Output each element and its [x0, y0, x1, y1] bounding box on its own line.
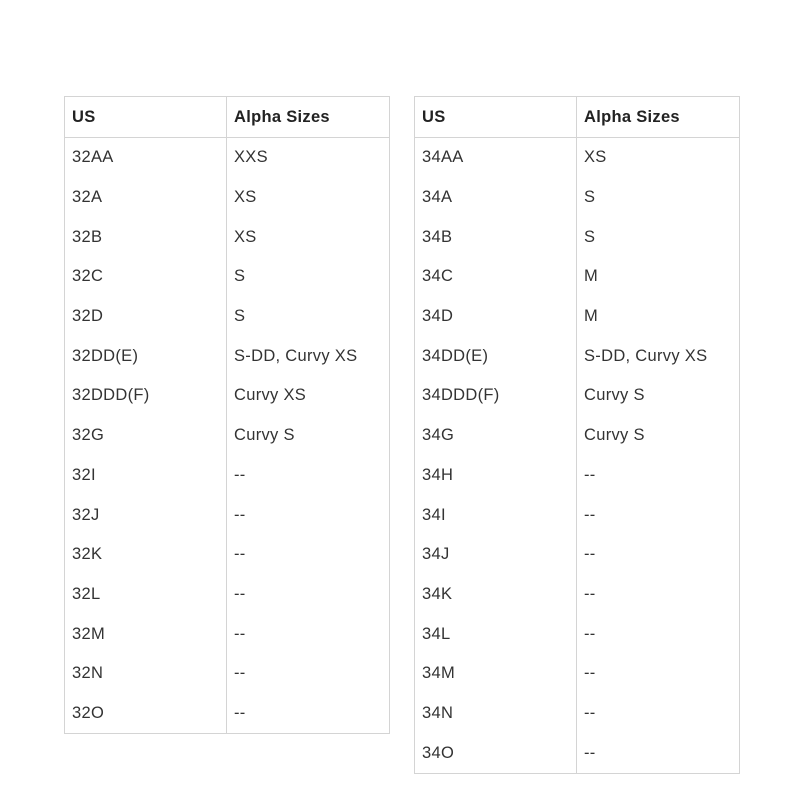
- table-row: [65, 456, 390, 496]
- us-size-cell: 32L: [65, 575, 227, 615]
- alpha-size-cell: S: [584, 188, 596, 207]
- alpha-size-cell: Curvy S: [584, 386, 645, 405]
- table-row: [415, 416, 740, 456]
- us-size-cell: 34O: [415, 733, 577, 773]
- us-size-cell: 32D: [65, 297, 227, 337]
- us-size-cell: 34AA: [415, 138, 577, 178]
- alpha-size-cell: S: [234, 307, 246, 326]
- us-size-cell: 32N: [65, 654, 227, 694]
- table-row: [65, 376, 390, 416]
- size-table-band-34: [414, 96, 740, 774]
- alpha-size-cell: --: [584, 664, 596, 683]
- us-size-cell: 34B: [415, 217, 577, 257]
- table-row: [415, 456, 740, 496]
- us-size-cell: 34DD(E): [415, 336, 577, 376]
- alpha-size-cell: --: [234, 584, 246, 603]
- table-row: [415, 257, 740, 297]
- table-row: [65, 654, 390, 694]
- alpha-size-cell: XS: [234, 188, 257, 207]
- column-header-alpha-sizes: Alpha Sizes: [577, 97, 740, 138]
- table-row: [65, 297, 390, 337]
- column-header-us: US: [65, 97, 227, 138]
- alpha-size-cell: --: [584, 703, 596, 722]
- us-size-cell: 32G: [65, 416, 227, 456]
- table-row: [65, 575, 390, 615]
- header-row: [65, 97, 390, 138]
- us-size-cell: 32DD(E): [65, 336, 227, 376]
- alpha-size-cell: Curvy S: [584, 426, 645, 445]
- alpha-size-cell: XS: [234, 227, 257, 246]
- alpha-size-cell: S: [234, 267, 246, 286]
- table-row: [415, 138, 740, 178]
- table-row: [65, 535, 390, 575]
- table-row: [65, 694, 390, 734]
- alpha-size-cell: XS: [584, 148, 607, 167]
- us-size-cell: 32C: [65, 257, 227, 297]
- alpha-size-cell: S-DD, Curvy XS: [584, 346, 708, 365]
- alpha-size-cell: --: [584, 505, 596, 524]
- table-row: [415, 575, 740, 615]
- table-row: [65, 416, 390, 456]
- alpha-size-cell: --: [584, 465, 596, 484]
- table-row: [415, 535, 740, 575]
- us-size-cell: 32J: [65, 495, 227, 535]
- table-body: [415, 138, 740, 774]
- table-body: [65, 138, 390, 734]
- size-table-band-32: [64, 96, 390, 734]
- us-size-cell: 34M: [415, 654, 577, 694]
- alpha-size-cell: S: [584, 227, 596, 246]
- us-size-cell: 32B: [65, 217, 227, 257]
- us-size-cell: 32O: [65, 694, 227, 734]
- us-size-cell: 34I: [415, 495, 577, 535]
- us-size-cell: 34K: [415, 575, 577, 615]
- us-size-cell: 32I: [65, 456, 227, 496]
- alpha-size-cell: Curvy S: [234, 426, 295, 445]
- table-row: [415, 297, 740, 337]
- alpha-size-cell: --: [234, 505, 246, 524]
- alpha-size-cell: XXS: [234, 148, 268, 167]
- table-row: [65, 614, 390, 654]
- table-row: [415, 654, 740, 694]
- table-row: [65, 257, 390, 297]
- table-header: [65, 97, 390, 138]
- alpha-size-cell: --: [234, 465, 246, 484]
- us-size-cell: 34A: [415, 178, 577, 218]
- table-row: [415, 694, 740, 734]
- table-row: [415, 495, 740, 535]
- us-size-cell: 34G: [415, 416, 577, 456]
- alpha-size-cell: --: [584, 624, 596, 643]
- us-size-cell: 32M: [65, 614, 227, 654]
- us-size-cell: 32A: [65, 178, 227, 218]
- header-row: [415, 97, 740, 138]
- us-size-cell: 34D: [415, 297, 577, 337]
- us-size-cell: 34L: [415, 614, 577, 654]
- table-row: [65, 217, 390, 257]
- table-row: [415, 178, 740, 218]
- table-row: [415, 376, 740, 416]
- table-row: [65, 178, 390, 218]
- table-row: [415, 614, 740, 654]
- table-row: [415, 733, 740, 773]
- table-row: [65, 336, 390, 376]
- alpha-size-cell: --: [234, 664, 246, 683]
- alpha-size-cell: --: [584, 584, 596, 603]
- us-size-cell: 34DDD(F): [415, 376, 577, 416]
- alpha-size-cell: Curvy XS: [234, 386, 307, 405]
- alpha-size-cell: --: [234, 624, 246, 643]
- alpha-size-cell: --: [584, 545, 596, 564]
- us-size-cell: 32AA: [65, 138, 227, 178]
- alpha-size-cell: S-DD, Curvy XS: [234, 346, 358, 365]
- table-row: [65, 495, 390, 535]
- alpha-size-cell: --: [584, 743, 596, 762]
- alpha-size-cell: --: [234, 703, 246, 722]
- alpha-size-cell: --: [234, 545, 246, 564]
- column-header-us: US: [415, 97, 577, 138]
- us-size-cell: 34C: [415, 257, 577, 297]
- alpha-size-cell: M: [584, 307, 599, 326]
- us-size-cell: 34H: [415, 456, 577, 496]
- table-row: [415, 217, 740, 257]
- us-size-cell: 34N: [415, 694, 577, 734]
- column-header-alpha-sizes: Alpha Sizes: [227, 97, 390, 138]
- us-size-cell: 34J: [415, 535, 577, 575]
- us-size-cell: 32DDD(F): [65, 376, 227, 416]
- alpha-size-cell: M: [584, 267, 599, 286]
- table-row: [65, 138, 390, 178]
- table-header: [415, 97, 740, 138]
- table-row: [415, 336, 740, 376]
- us-size-cell: 32K: [65, 535, 227, 575]
